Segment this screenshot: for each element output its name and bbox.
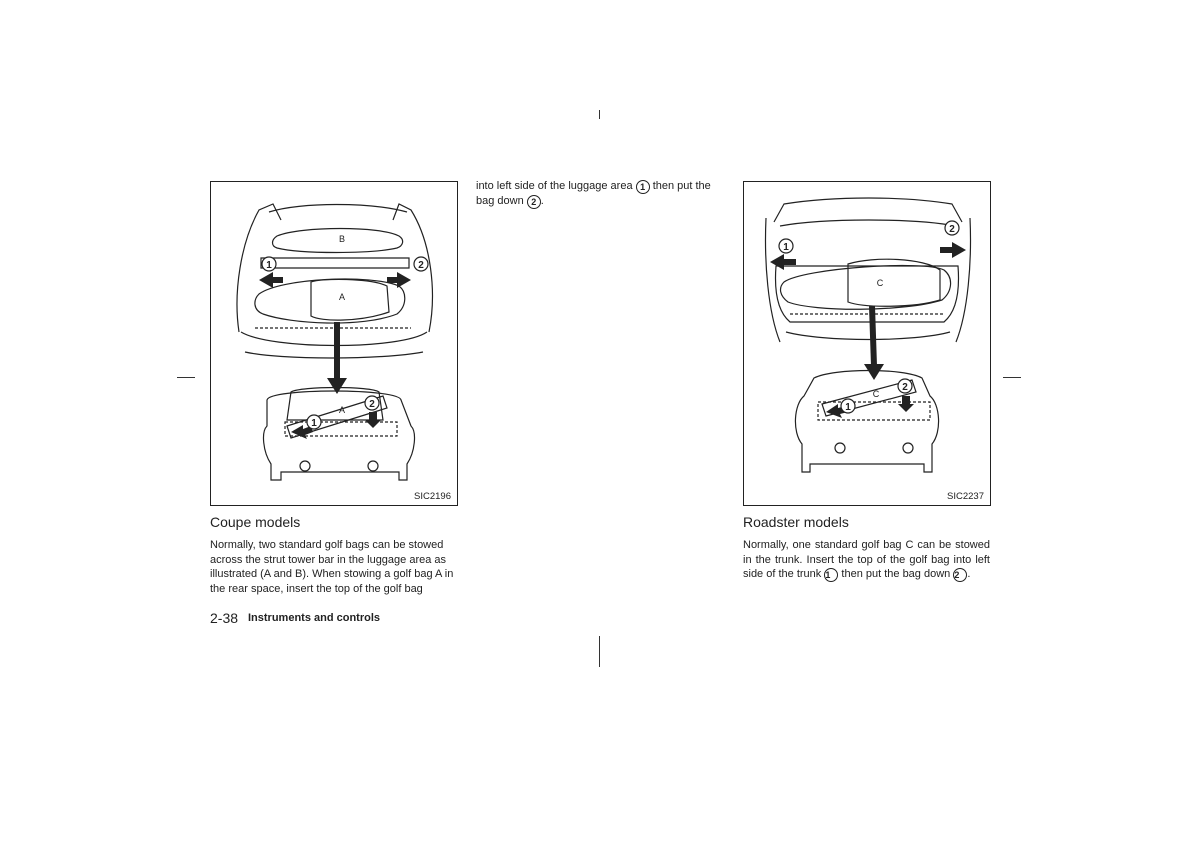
coupe-luggage-illustration	[210, 181, 458, 506]
coupe-step2-label: 2	[418, 260, 424, 271]
roadster-step-1-marker: 1	[824, 568, 838, 582]
lower-bag-a-label: A	[338, 405, 346, 415]
roadster-step1-label: 1	[783, 242, 789, 253]
page-number: 2-38	[210, 610, 239, 626]
roadster-trunk-illustration	[743, 181, 991, 506]
left-crop-mark	[177, 377, 195, 378]
middle-text-part2: then put the bag down	[476, 180, 711, 207]
roadster-text-part2: then put the bag down	[841, 568, 951, 581]
roadster-heading: Roadster models	[743, 514, 849, 530]
figure-code-sic2196: SIC2196	[414, 491, 451, 502]
right-crop-mark	[1003, 377, 1021, 378]
bottom-crop-mark	[599, 636, 600, 667]
section-title: Instruments and controls	[248, 612, 381, 624]
coupe-paragraph: Normally, two standard golf bags can be stowed across the strut tower bar in the luggage area as illustrated (A and B). When stowing a golf bag A in the rear space, insert the top of the golf bag	[210, 539, 454, 595]
coupe-heading: Coupe models	[210, 514, 301, 530]
coupe-lower-step1-label: 1	[311, 418, 317, 429]
roadster-lower-step1-label: 1	[845, 402, 851, 413]
coupe-illustration-svg	[211, 182, 457, 505]
roadster-text-part1: Normally, one standard golf bag C can be stowed in the trunk. Insert the top of the golf bag into left side of the trunk	[743, 539, 990, 581]
lower-bag-c-label: C	[872, 389, 880, 399]
coupe-step1-label: 1	[266, 260, 272, 271]
roadster-paragraph	[743, 538, 990, 582]
roadster-illustration-svg	[744, 182, 990, 505]
bag-b-label: B	[338, 234, 346, 244]
coupe-lower-step2-label: 2	[369, 399, 375, 410]
roadster-step-2-marker: 2	[953, 568, 967, 582]
step-1-marker: 1	[636, 180, 650, 194]
bag-c-label: C	[876, 278, 884, 288]
roadster-lower-step2-label: 2	[902, 382, 908, 393]
bag-a-label: A	[338, 292, 346, 302]
top-crop-mark	[599, 110, 600, 119]
roadster-step2-label: 2	[949, 224, 955, 235]
figure-code-sic2237: SIC2237	[947, 491, 984, 502]
middle-text-end: .	[540, 195, 544, 207]
middle-column-paragraph	[476, 179, 724, 209]
middle-text-part1: into left side of the luggage area	[476, 180, 633, 192]
roadster-text-end: .	[967, 568, 971, 581]
step-2-marker: 2	[527, 195, 541, 209]
